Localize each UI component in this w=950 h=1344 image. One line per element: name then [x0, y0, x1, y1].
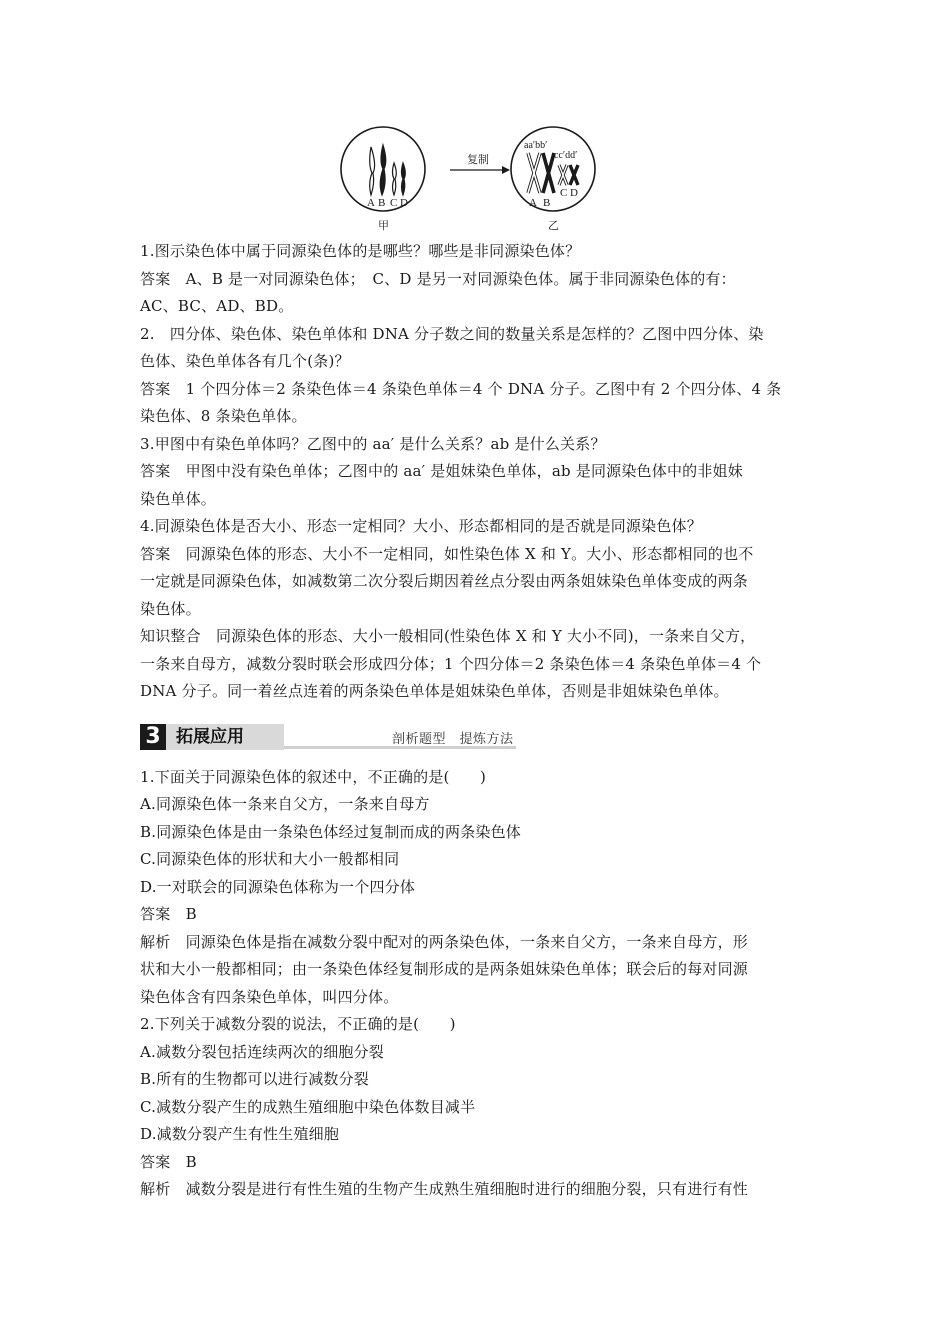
document-body	[140, 238, 812, 1204]
chromosome-a-right-fill	[528, 153, 540, 193]
chromosome-d-right	[570, 165, 578, 185]
exercise-1-option-c: C.同源染色体的形状和大小一般都相同	[140, 850, 400, 868]
section-header	[140, 724, 812, 758]
right-top-label-ab: aa′bb′	[524, 140, 548, 151]
cell-name-jia: 甲	[378, 219, 389, 232]
exercise-1-question: 1.下面关于同源染色体的叙述中，不正确的是( )	[140, 767, 487, 786]
question-4: 4.同源染色体是否大小、形态一定相同？大小、形态都相同的是否就是同源染色体？	[140, 517, 702, 535]
right-label-b: B	[543, 197, 551, 209]
answer-4-line-1: 答案 同源染色体的形态、大小不一定相同，如性染色体 X 和 Y。大小、形态都相同的也不	[140, 544, 754, 563]
right-label-c: C	[560, 187, 568, 199]
arrow-label: 复制	[467, 153, 489, 166]
answer-1-line-2: AC、BC、AD、BD。	[140, 297, 294, 315]
exercise-2-analysis-line-1: 解析 减数分裂是进行有性生殖的生物产生成熟生殖细胞时进行的细胞分裂，只有进行有性	[140, 1180, 749, 1198]
right-label-a: A	[529, 197, 537, 209]
answer-2-line-2: 染色体、8 条染色单体。	[140, 407, 307, 425]
chromosome-b-right	[543, 153, 554, 193]
exercise-2-option-b: B.所有的生物都可以进行减数分裂	[140, 1070, 369, 1088]
answer-2-line-1: 答案 1 个四分体＝2 条染色体＝4 条染色单体＝4 个 DNA 分子。乙图中有 2 个四分体、4 条	[140, 379, 782, 398]
exercise-1-option-a: A.同源染色体一条来自父方，一条来自母方	[140, 795, 430, 813]
summary-line-3: DNA 分子。同一着丝点连着的两条染色单体是姐妹染色单体，否则是非姐妹染色单体。	[140, 682, 729, 700]
left-label-a: A	[367, 197, 375, 209]
answer-3-line-2: 染色单体。	[140, 489, 217, 508]
left-label-c: C	[390, 197, 398, 209]
exercise-2-option-d: D.减数分裂产生有性生殖细胞	[140, 1125, 340, 1143]
question-1: 1.图示染色体中属于同源染色体的是哪些？哪些是非同源染色体？	[140, 242, 581, 260]
question-2-line-1: 2. 四分体、染色体、染色单体和 DNA 分子数之间的数量关系是怎样的？乙图中四分体、染	[140, 324, 764, 343]
question-2-line-2: 色体、染色单体各有几个(条)？	[140, 352, 350, 370]
spacer	[140, 706, 812, 718]
summary-line-2: 一条来自母方，减数分裂时联会形成四分体；1 个四分体＝2 条染色体＝4 条染色单体＝4 个	[140, 654, 762, 673]
section-title: 拓展应用	[176, 726, 244, 747]
exercise-1-option-d: D.一对联会的同源染色体称为一个四分体	[140, 877, 416, 896]
answer-3-line-1: 答案 甲图中没有染色单体；乙图中的 aa′ 是姐妹染色单体，ab 是同源染色体中的非姐妹	[140, 462, 743, 480]
chromosome-c-right-fill	[559, 165, 567, 185]
left-label-d: D	[400, 197, 408, 209]
exercise-1-analysis-line-1: 解析 同源染色体是指在减数分裂中配对的两条染色体，一条来自父方，一条来自母方，形	[140, 932, 749, 951]
exercise-2-option-c: C.减数分裂产生的成熟生殖细胞中染色体数目减半	[140, 1097, 476, 1116]
chromosome-a-left	[370, 147, 375, 195]
exercise-1-option-b: B.同源染色体是由一条染色体经过复制而成的两条染色体	[140, 822, 521, 841]
question-3: 3.甲图中有染色单体吗？乙图中的 aa′ 是什么关系？ab 是什么关系？	[140, 434, 606, 453]
exercise-1-analysis-line-2: 状和大小一般都相同；由一条染色体经复制形成的是两条姐妹染色单体；联会后的每对同源	[140, 960, 749, 978]
answer-4-line-2: 一定就是同源染色体，如减数第二次分裂后期因着丝点分裂由两条姐妹染色单体变成的两条	[140, 572, 749, 590]
exercise-2-option-a: A.减数分裂包括连续两次的细胞分裂	[140, 1042, 385, 1061]
chromosome-c-left	[393, 163, 397, 195]
section-subtitle: 剖析题型 提炼方法	[392, 731, 514, 747]
exercise-1-analysis-line-3: 染色体含有四条染色单体，叫四分体。	[140, 987, 399, 1006]
answer-4-line-3: 染色体。	[140, 599, 201, 618]
section-number: 3	[140, 724, 166, 750]
left-label-b: B	[378, 197, 386, 209]
arrow-head	[502, 166, 510, 174]
answer-1-line-1: 答案 A、B 是一对同源染色体； C、D 是另一对同源染色体。属于非同源染色体的有：	[140, 269, 736, 288]
exercise-2-question: 2.下列关于减数分裂的说法，不正确的是( )	[140, 1015, 456, 1033]
summary-line-1: 知识整合 同源染色体的形态、大小一般相同(性染色体 X 和 Y 大小不同)，一条来自父方，	[140, 627, 756, 645]
exercise-2-answer: 答案 B	[140, 1152, 197, 1171]
right-top-label-cd: cc′dd′	[554, 150, 578, 161]
right-label-d: D	[570, 187, 578, 199]
cell-name-yi: 乙	[548, 219, 559, 232]
chromosome-d-left	[402, 163, 406, 195]
chromosome-b-left	[380, 145, 386, 195]
chromosome-figure	[340, 125, 610, 235]
exercise-1-answer: 答案 B	[140, 905, 197, 923]
